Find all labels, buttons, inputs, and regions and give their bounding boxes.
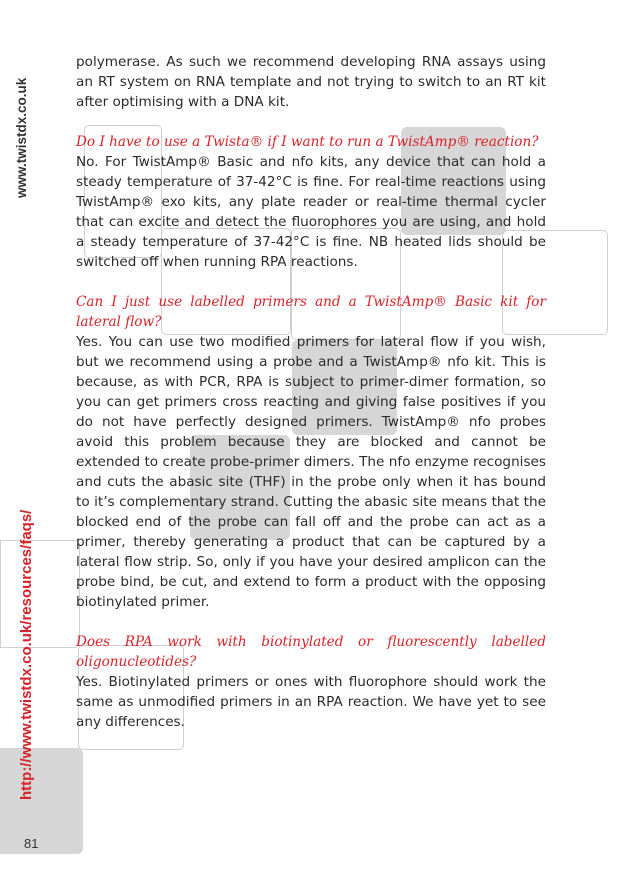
intro-paragraph: polymerase. As such we recommend developing RNA assays using an RT system on RNA template and not trying to switch to an RT kit after optimising with a DNA kit. [76, 54, 546, 110]
website-text[interactable]: www.twistdx.co.uk [14, 77, 29, 198]
faq-answer: No. For TwistAmp® Basic and nfo kits, any device that can hold a steady temperature of 37-42°C is fine. For real-time reactions using TwistAmp® exo kits, any plate reader or real-time thermal cycler that can excite and detect the fluorophores you are using, and hold a steady temperature of 37-42°C is fine. NB heated lids should be switched off when running RPA reactions. [76, 154, 546, 270]
faq-question: Does RPA work with biotinylated or fluorescently labelled oligonucleotides? [76, 634, 546, 670]
faq-question: Can I just use labelled primers and a TwistAmp® Basic kit for lateral flow? [76, 294, 546, 330]
page-number: 81 [24, 836, 39, 851]
website-label [14, 58, 36, 198]
faq-url-label [18, 488, 44, 800]
faq-answer: Yes. Biotinylated primers or ones with fluorophore should work the same as unmodified primers in an RPA reaction. We have yet to see any differences. [76, 674, 546, 730]
faq-question: Do I have to use a Twista® if I want to run a TwistAmp® reaction? [76, 134, 539, 150]
faq-url-link[interactable]: http://www.twistdx.co.uk/resources/faqs/ [18, 509, 35, 800]
faq-content [76, 52, 546, 732]
faq-answer: Yes. You can use two modified primers for lateral flow if you wish, but we recommend using a probe and a TwistAmp® nfo kit. This is because, as with PCR, RPA is subject to primer-dimer formation, so you can get primers cross reacting and giving false positives if you do not have perfectly designed primers. TwistAmp® nfo probes avoid this problem because they are blocked and cannot be extended to create probe-primer dimers. The nfo enzyme recognises and cuts the abasic site (THF) in the probe only when it has bound to it’s complementary strand. Cutting the abasic site means that the blocked end of the probe can fall off and the probe can act as a primer, thereby generating a product that can be captured by a lateral flow strip. So, only if you have your desired amplicon can the probe bind, be cut, and extend to form a product with the opposing biotinylated primer. [76, 334, 546, 610]
